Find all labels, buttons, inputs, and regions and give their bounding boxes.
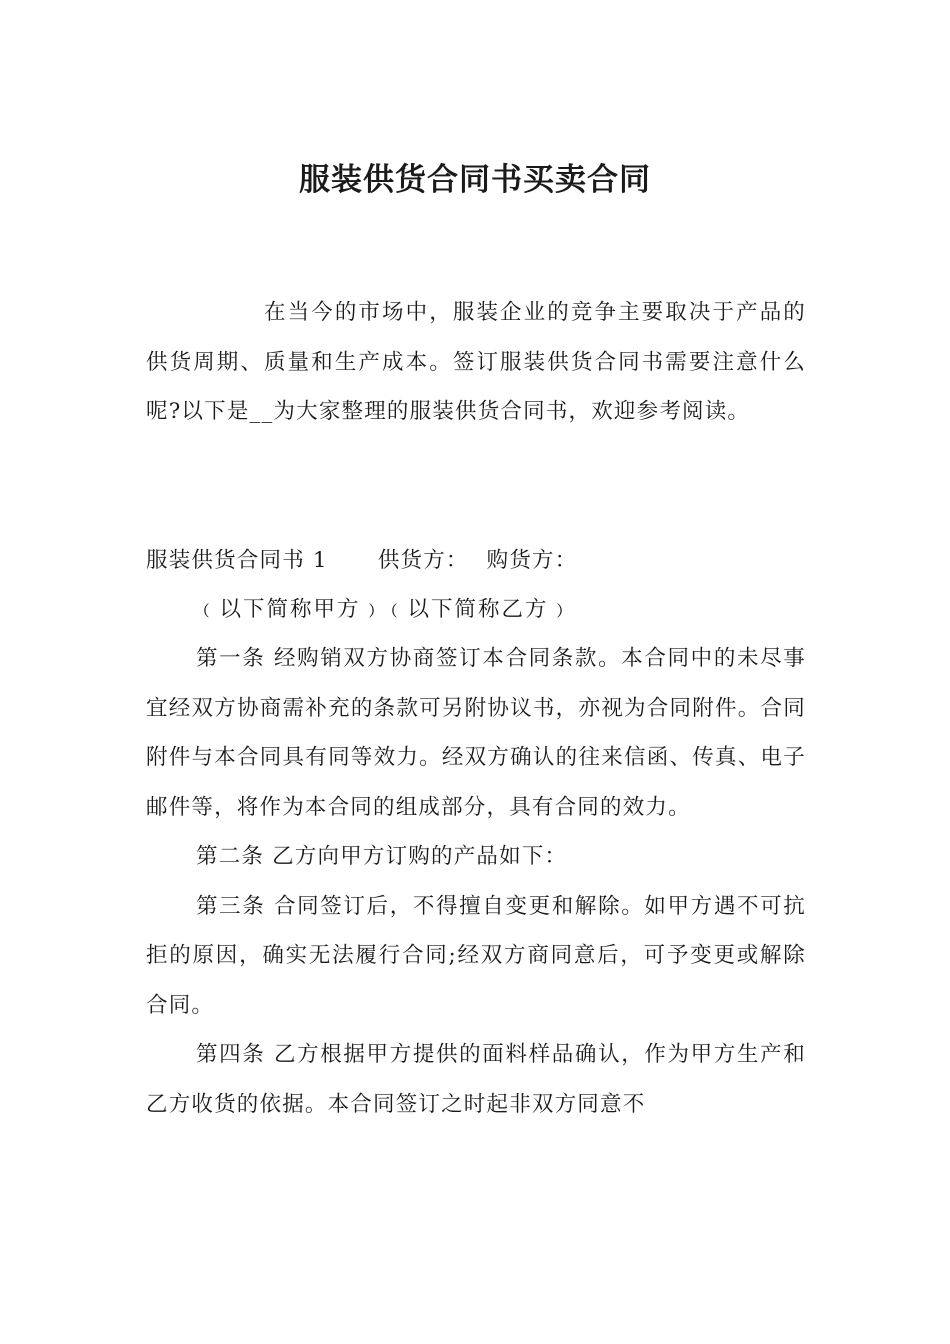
supplier-label: 供货方： bbox=[377, 548, 469, 573]
clause-1: 第一条 经购销双方协商签订本合同条款。本合同中的未尽事宜经双方协商需补充的条款可另附协议书，亦视为合同附件。合同附件与本合同具有同等效力。经双方确认的往来信函、传真、电子邮件等，将作为本合同的组成部分，具有合同的效力。 bbox=[146, 646, 806, 820]
buyer-label: 购货方： bbox=[486, 548, 578, 573]
contract-heading bbox=[146, 536, 577, 586]
intro-paragraph: 在当今的市场中，服装企业的竞争主要取决于产品的供货周期、质量和生产成本。签订服装供货合同书需要注意什么呢?以下是__为大家整理的服装供货合同书，欢迎参考阅读。 bbox=[146, 300, 806, 424]
contract-name: 服装供货合同书 1 bbox=[146, 548, 328, 573]
clause-list bbox=[146, 634, 806, 1129]
clause-3: 第三条 合同签订后，不得擅自变更和解除。如甲方遇不可抗拒的原因，确实无法履行合同;经双方商同意后，可予变更或解除合同。 bbox=[146, 893, 806, 1018]
parties-note: ﹙以下简称甲方﹚﹙以下简称乙方﹚ bbox=[196, 597, 573, 622]
clause-2: 第二条 乙方向甲方订购的产品如下： bbox=[196, 844, 568, 869]
clause-4: 第四条 乙方根据甲方提供的面料样品确认，作为甲方生产和乙方收货的依据。本合同签订之时起非双方同意不 bbox=[146, 1042, 806, 1117]
document-title: 服装供货合同书买卖合同 bbox=[299, 162, 651, 198]
